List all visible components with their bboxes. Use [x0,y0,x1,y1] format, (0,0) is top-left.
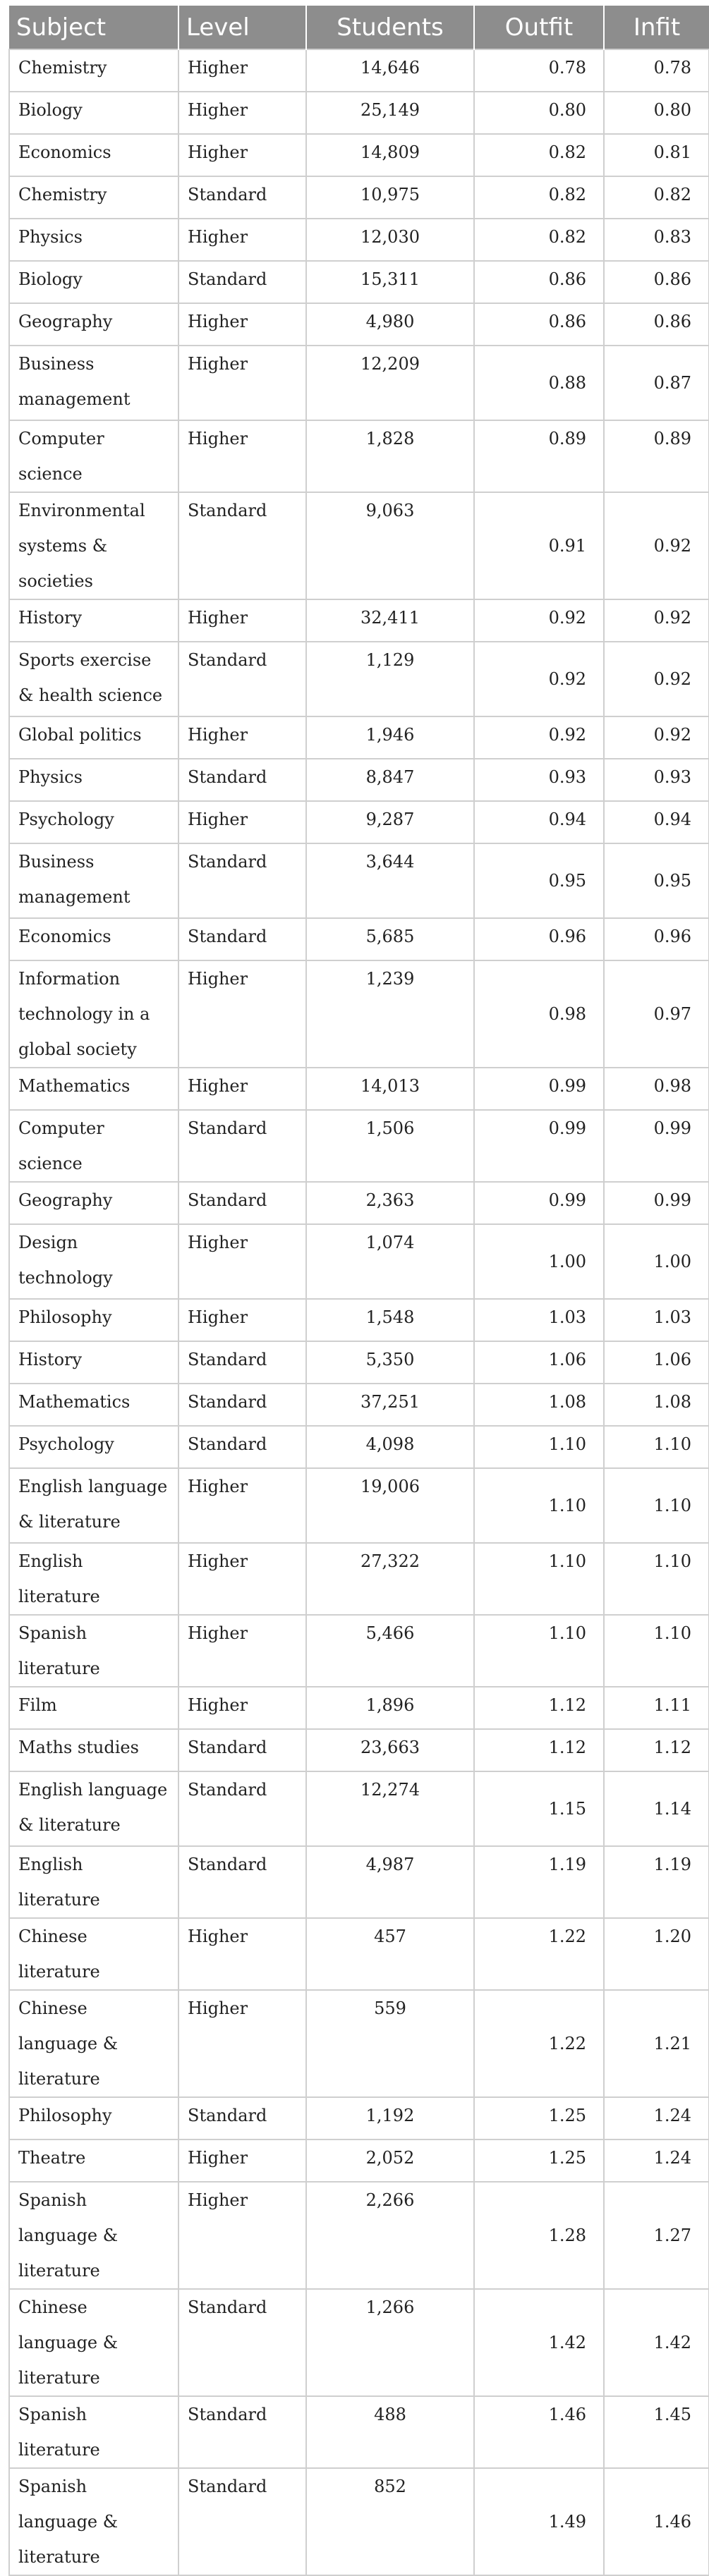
cell-students: 1,192 [306,2097,474,2139]
cell-students: 1,266 [306,2289,474,2396]
table-row [9,1299,709,1341]
table-row [9,1341,709,1384]
cell-subject: Spanish language & literature [9,2182,178,2289]
cell-infit: 0.95 [604,843,709,918]
table-row [9,2182,709,2289]
table-row [9,134,709,176]
cell-students: 1,946 [306,716,474,759]
cell-subject: English literature [9,1543,178,1615]
cell-students: 3,644 [306,843,474,918]
table-row [9,1729,709,1771]
header-level: Level [178,6,306,49]
table-row [9,1224,709,1299]
cell-students: 12,209 [306,346,474,420]
cell-subject: Business management [9,346,178,420]
cell-infit: 1.14 [604,1771,709,1846]
header-subject: Subject [9,6,178,49]
cell-students: 10,975 [306,176,474,219]
cell-infit: 0.87 [604,346,709,420]
cell-students: 1,239 [306,960,474,1068]
cell-subject: Film [9,1687,178,1729]
cell-outfit: 1.22 [474,1918,604,1990]
cell-level: Standard [178,1729,306,1771]
cell-infit: 1.46 [604,2468,709,2575]
cell-infit: 0.89 [604,420,709,492]
cell-level: Higher [178,1468,306,1543]
table-row [9,1990,709,2097]
cell-subject: Geography [9,1182,178,1224]
cell-subject: Business management [9,843,178,918]
cell-outfit: 1.03 [474,1299,604,1341]
cell-infit: 0.96 [604,918,709,960]
table-row [9,1846,709,1918]
cell-outfit: 0.99 [474,1182,604,1224]
cell-subject: English language & literature [9,1771,178,1846]
cell-students: 4,987 [306,1846,474,1918]
table-row [9,261,709,303]
cell-level: Standard [178,1426,306,1468]
cell-infit: 0.99 [604,1182,709,1224]
cell-subject: Economics [9,134,178,176]
cell-outfit: 1.19 [474,1846,604,1918]
cell-students: 2,266 [306,2182,474,2289]
cell-subject: Chinese language & literature [9,2289,178,2396]
cell-infit: 0.80 [604,92,709,134]
cell-infit: 0.78 [604,49,709,92]
cell-infit: 1.10 [604,1543,709,1615]
cell-outfit: 0.92 [474,642,604,716]
cell-students: 15,311 [306,261,474,303]
cell-students: 1,828 [306,420,474,492]
cell-students: 4,980 [306,303,474,346]
cell-outfit: 1.25 [474,2097,604,2139]
table-row [9,420,709,492]
cell-subject: Philosophy [9,2097,178,2139]
cell-level: Standard [178,2289,306,2396]
table-row [9,346,709,420]
cell-level: Standard [178,176,306,219]
cell-students: 559 [306,1990,474,2097]
cell-level: Standard [178,1110,306,1182]
cell-students: 9,063 [306,492,474,599]
cell-subject: Maths studies [9,1729,178,1771]
cell-students: 19,006 [306,1468,474,1543]
table-row [9,2097,709,2139]
cell-subject: Theatre [9,2139,178,2182]
cell-infit: 1.10 [604,1468,709,1543]
cell-level: Higher [178,1918,306,1990]
cell-outfit: 1.15 [474,1771,604,1846]
cell-level: Standard [178,2396,306,2468]
cell-subject: Design technology [9,1224,178,1299]
cell-outfit: 0.93 [474,759,604,801]
cell-infit: 1.03 [604,1299,709,1341]
cell-infit: 1.21 [604,1990,709,2097]
cell-subject: Chemistry [9,49,178,92]
cell-students: 457 [306,1918,474,1990]
cell-infit: 1.45 [604,2396,709,2468]
table-row [9,843,709,918]
cell-infit: 1.12 [604,1729,709,1771]
cell-outfit: 0.99 [474,1068,604,1110]
cell-subject: Information technology in a global society [9,960,178,1068]
table-container [8,6,708,2576]
cell-students: 12,030 [306,219,474,261]
table-row [9,176,709,219]
table-row [9,2289,709,2396]
cell-outfit: 0.89 [474,420,604,492]
cell-level: Standard [178,1384,306,1426]
cell-infit: 1.06 [604,1341,709,1384]
cell-students: 25,149 [306,92,474,134]
cell-level: Standard [178,2097,306,2139]
cell-outfit: 1.12 [474,1729,604,1771]
cell-students: 8,847 [306,759,474,801]
cell-subject: Chinese language & literature [9,1990,178,2097]
cell-outfit: 0.92 [474,716,604,759]
cell-students: 1,896 [306,1687,474,1729]
cell-students: 488 [306,2396,474,2468]
cell-infit: 0.99 [604,1110,709,1182]
table-row [9,1543,709,1615]
cell-subject: History [9,1341,178,1384]
table-row [9,1771,709,1846]
cell-students: 1,548 [306,1299,474,1341]
cell-students: 852 [306,2468,474,2575]
cell-subject: Computer science [9,1110,178,1182]
cell-outfit: 0.82 [474,219,604,261]
table-header [9,6,709,49]
header-students: Students [306,6,474,49]
table-body [9,49,709,2575]
cell-level: Higher [178,801,306,843]
cell-outfit: 1.08 [474,1384,604,1426]
cell-students: 1,074 [306,1224,474,1299]
cell-infit: 1.00 [604,1224,709,1299]
cell-infit: 0.92 [604,599,709,642]
cell-outfit: 0.99 [474,1110,604,1182]
cell-subject: Biology [9,261,178,303]
cell-subject: History [9,599,178,642]
cell-level: Higher [178,92,306,134]
cell-outfit: 1.10 [474,1543,604,1615]
cell-subject: Spanish language & literature [9,2468,178,2575]
cell-level: Higher [178,1543,306,1615]
cell-outfit: 1.22 [474,1990,604,2097]
cell-level: Standard [178,1341,306,1384]
cell-outfit: 0.95 [474,843,604,918]
table-row [9,716,709,759]
cell-outfit: 0.94 [474,801,604,843]
header-outfit: Outfit [474,6,604,49]
cell-students: 14,013 [306,1068,474,1110]
cell-outfit: 1.42 [474,2289,604,2396]
cell-subject: English literature [9,1846,178,1918]
cell-subject: Spanish literature [9,1615,178,1687]
table-row [9,303,709,346]
cell-level: Standard [178,2468,306,2575]
cell-students: 9,287 [306,801,474,843]
cell-outfit: 1.28 [474,2182,604,2289]
cell-level: Higher [178,1068,306,1110]
cell-subject: Physics [9,219,178,261]
cell-outfit: 0.78 [474,49,604,92]
cell-subject: Biology [9,92,178,134]
cell-level: Standard [178,642,306,716]
table-row [9,642,709,716]
cell-level: Higher [178,303,306,346]
cell-subject: Chemistry [9,176,178,219]
fit-statistics-table [8,6,709,2576]
cell-outfit: 1.46 [474,2396,604,2468]
cell-infit: 0.86 [604,303,709,346]
cell-level: Higher [178,716,306,759]
cell-subject: Spanish literature [9,2396,178,2468]
cell-infit: 0.92 [604,492,709,599]
cell-students: 12,274 [306,1771,474,1846]
cell-level: Higher [178,1687,306,1729]
cell-outfit: 1.00 [474,1224,604,1299]
cell-level: Standard [178,1182,306,1224]
cell-subject: Sports exercise & health science [9,642,178,716]
cell-infit: 1.20 [604,1918,709,1990]
cell-outfit: 0.80 [474,92,604,134]
cell-students: 5,350 [306,1341,474,1384]
cell-outfit: 0.82 [474,134,604,176]
table-row [9,1687,709,1729]
cell-level: Higher [178,219,306,261]
cell-outfit: 1.49 [474,2468,604,2575]
cell-infit: 0.94 [604,801,709,843]
cell-level: Higher [178,346,306,420]
cell-infit: 0.97 [604,960,709,1068]
cell-level: Higher [178,2182,306,2289]
table-row [9,1182,709,1224]
table-row [9,1615,709,1687]
cell-subject: Chinese literature [9,1918,178,1990]
table-row [9,1918,709,1990]
cell-outfit: 1.06 [474,1341,604,1384]
cell-level: Higher [178,1615,306,1687]
cell-students: 14,646 [306,49,474,92]
cell-outfit: 0.92 [474,599,604,642]
cell-students: 14,809 [306,134,474,176]
cell-students: 2,363 [306,1182,474,1224]
table-row [9,1110,709,1182]
cell-outfit: 1.10 [474,1615,604,1687]
cell-students: 27,322 [306,1543,474,1615]
cell-subject: Physics [9,759,178,801]
cell-infit: 1.24 [604,2097,709,2139]
cell-level: Standard [178,843,306,918]
cell-infit: 0.86 [604,261,709,303]
cell-level: Standard [178,1846,306,1918]
table-row [9,2468,709,2575]
cell-infit: 0.82 [604,176,709,219]
cell-students: 4,098 [306,1426,474,1468]
cell-infit: 0.81 [604,134,709,176]
table-row [9,599,709,642]
table-row [9,2139,709,2182]
cell-level: Higher [178,960,306,1068]
table-row [9,492,709,599]
cell-outfit: 0.91 [474,492,604,599]
table-row [9,2396,709,2468]
cell-infit: 1.10 [604,1426,709,1468]
cell-infit: 1.19 [604,1846,709,1918]
cell-subject: Global politics [9,716,178,759]
table-row [9,918,709,960]
cell-infit: 1.27 [604,2182,709,2289]
cell-level: Higher [178,1224,306,1299]
cell-level: Standard [178,759,306,801]
cell-level: Higher [178,599,306,642]
cell-students: 32,411 [306,599,474,642]
cell-subject: Psychology [9,1426,178,1468]
cell-level: Higher [178,420,306,492]
table-row [9,1426,709,1468]
cell-infit: 1.24 [604,2139,709,2182]
header-infit: Infit [604,6,709,49]
cell-subject: Environmental systems & societies [9,492,178,599]
cell-students: 2,052 [306,2139,474,2182]
table-row [9,960,709,1068]
cell-students: 5,466 [306,1615,474,1687]
cell-subject: Psychology [9,801,178,843]
cell-outfit: 0.98 [474,960,604,1068]
table-row [9,759,709,801]
cell-outfit: 1.25 [474,2139,604,2182]
cell-infit: 0.83 [604,219,709,261]
cell-outfit: 0.86 [474,303,604,346]
cell-infit: 1.11 [604,1687,709,1729]
cell-subject: Geography [9,303,178,346]
table-row [9,801,709,843]
cell-infit: 1.42 [604,2289,709,2396]
cell-infit: 0.92 [604,716,709,759]
cell-students: 1,506 [306,1110,474,1182]
cell-level: Standard [178,1771,306,1846]
cell-infit: 1.10 [604,1615,709,1687]
cell-students: 37,251 [306,1384,474,1426]
table-row [9,1068,709,1110]
table-row [9,92,709,134]
cell-students: 5,685 [306,918,474,960]
table-row [9,1468,709,1543]
cell-level: Higher [178,49,306,92]
cell-students: 1,129 [306,642,474,716]
table-row [9,1384,709,1426]
cell-level: Higher [178,1990,306,2097]
cell-level: Standard [178,918,306,960]
cell-infit: 0.92 [604,642,709,716]
cell-subject: Mathematics [9,1384,178,1426]
cell-level: Standard [178,261,306,303]
table-row [9,49,709,92]
cell-outfit: 0.82 [474,176,604,219]
cell-subject: Mathematics [9,1068,178,1110]
cell-infit: 0.93 [604,759,709,801]
cell-level: Higher [178,134,306,176]
cell-level: Higher [178,2139,306,2182]
cell-outfit: 1.12 [474,1687,604,1729]
header-row [9,6,709,49]
cell-students: 23,663 [306,1729,474,1771]
cell-infit: 0.98 [604,1068,709,1110]
cell-outfit: 0.86 [474,261,604,303]
cell-infit: 1.08 [604,1384,709,1426]
cell-outfit: 0.96 [474,918,604,960]
cell-outfit: 1.10 [474,1468,604,1543]
cell-subject: Philosophy [9,1299,178,1341]
table-row [9,219,709,261]
cell-outfit: 1.10 [474,1426,604,1468]
cell-outfit: 0.88 [474,346,604,420]
cell-subject: Economics [9,918,178,960]
cell-level: Standard [178,492,306,599]
cell-subject: Computer science [9,420,178,492]
cell-subject: English language & literature [9,1468,178,1543]
cell-level: Higher [178,1299,306,1341]
